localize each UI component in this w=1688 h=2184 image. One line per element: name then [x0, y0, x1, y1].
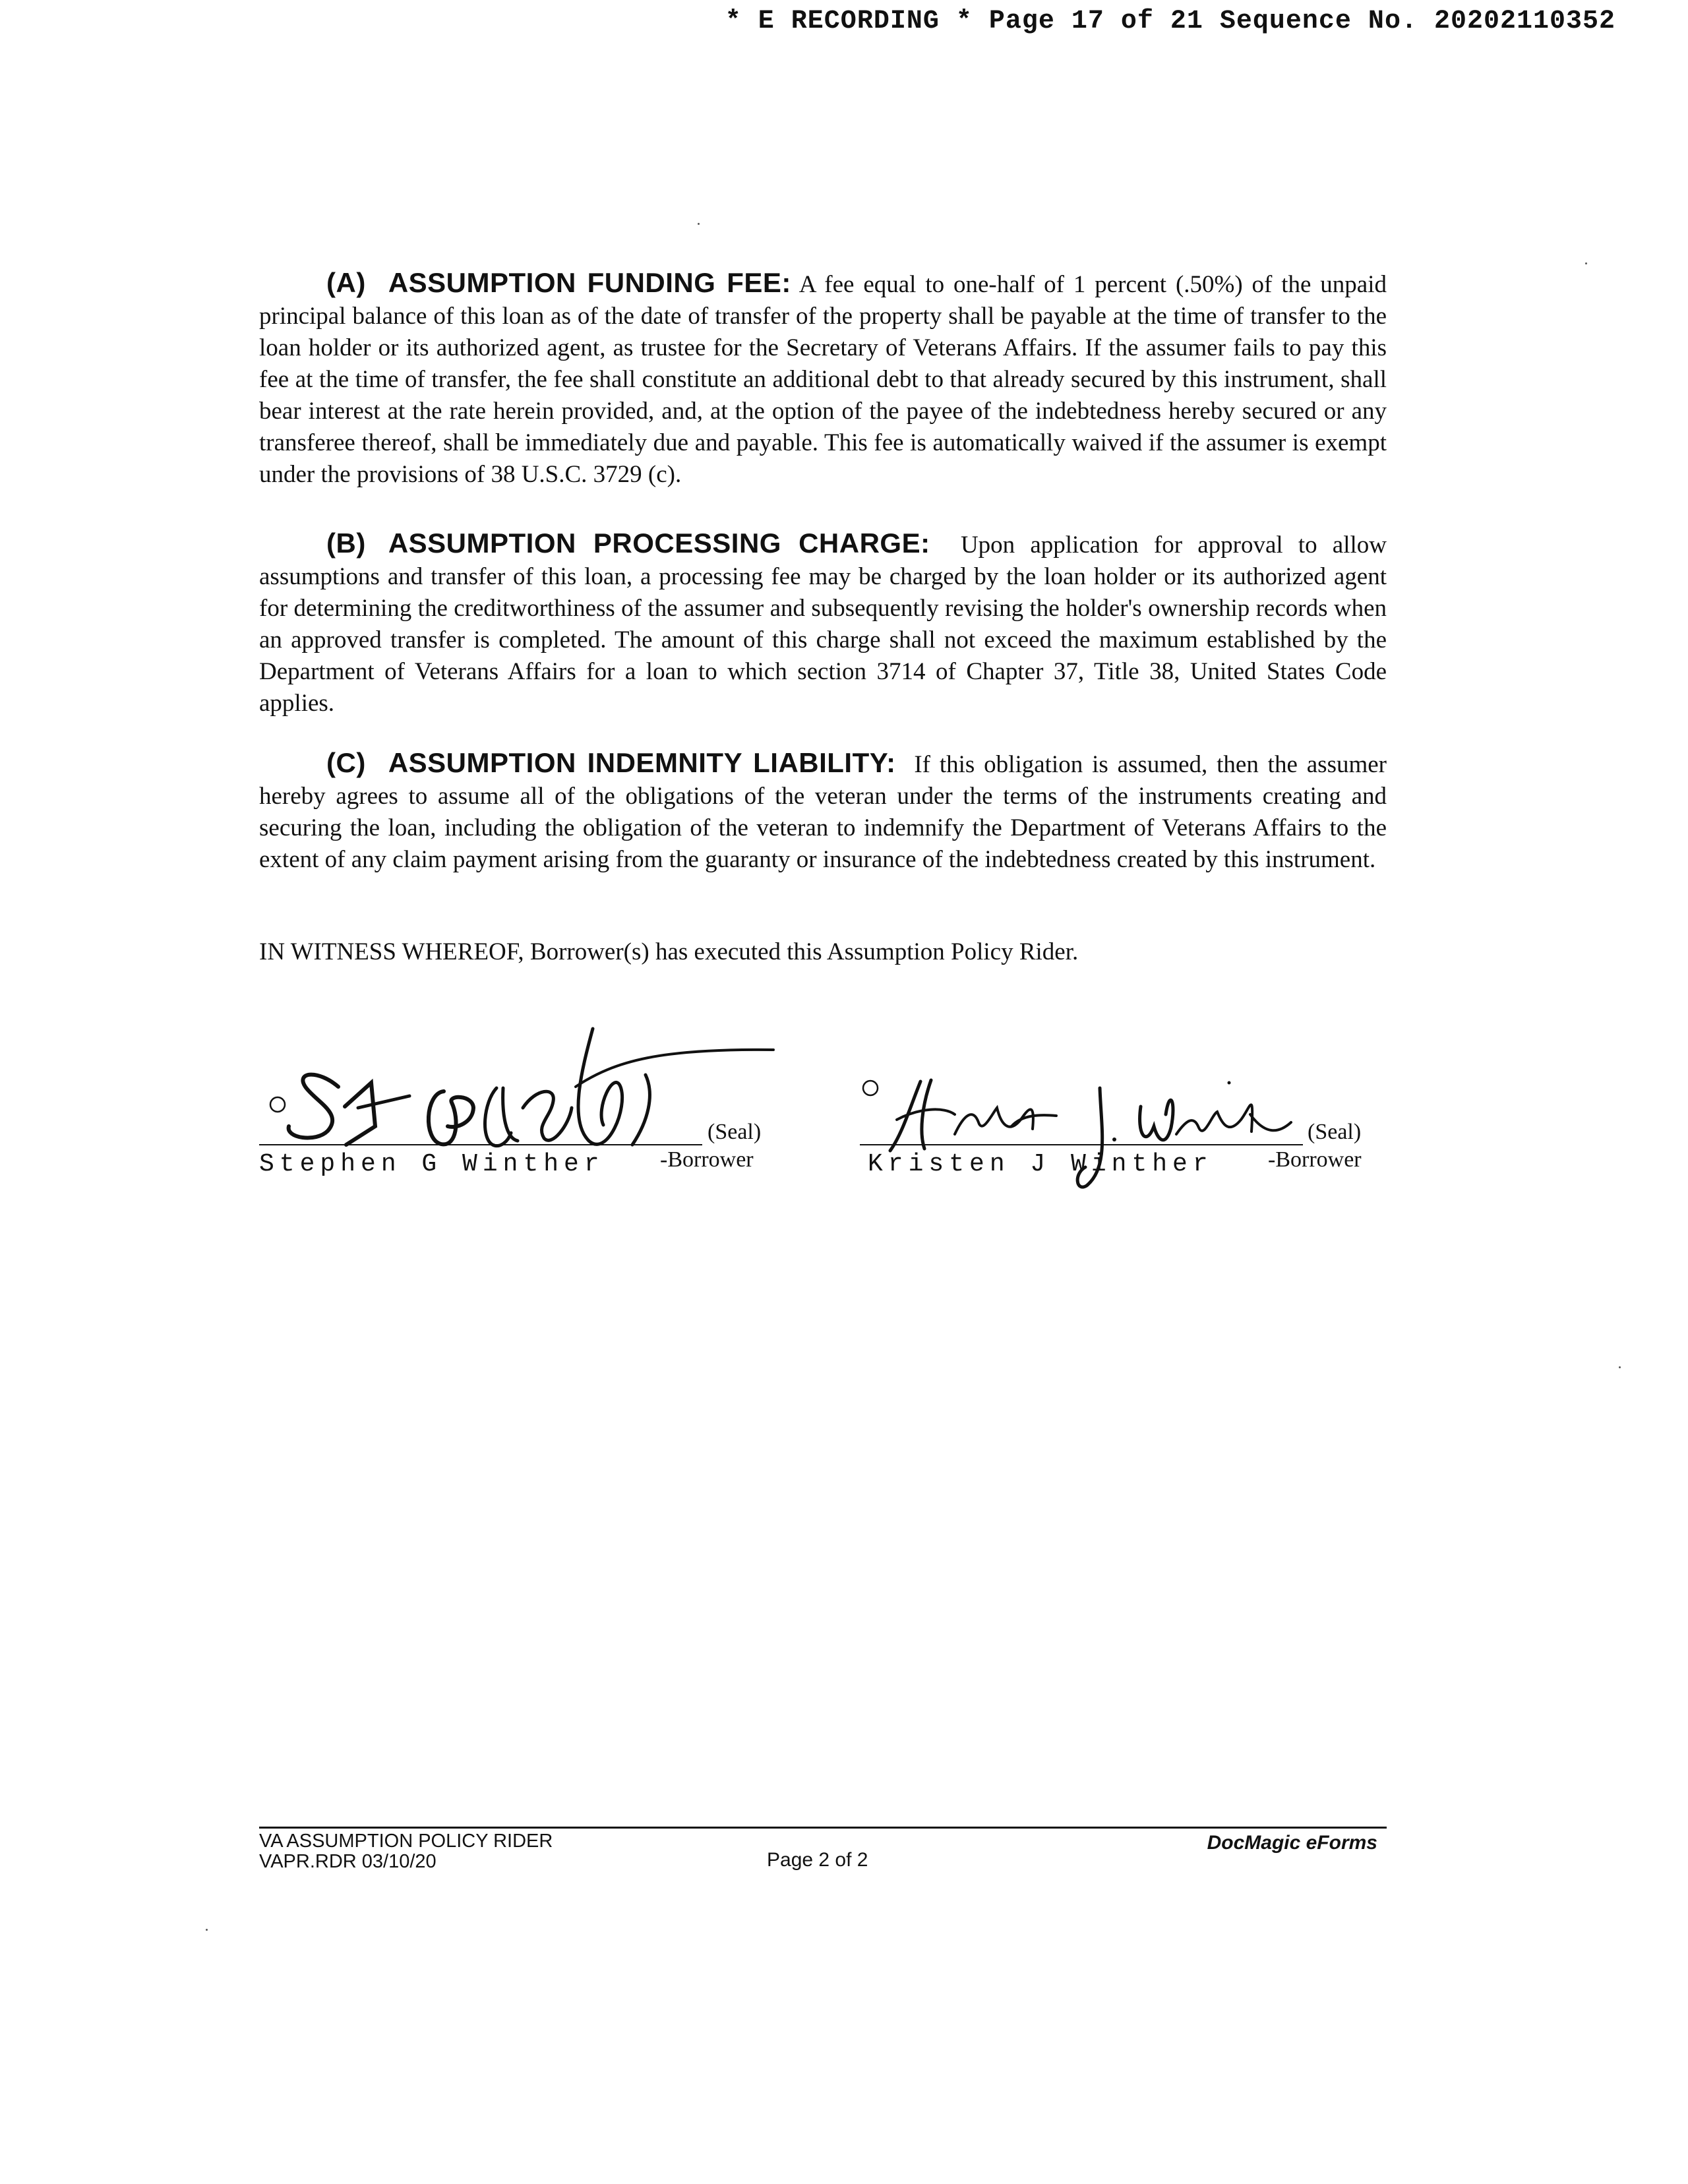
signature-block-borrower-2 [856, 1009, 1383, 1187]
signer-role-2: -Borrower [1268, 1147, 1362, 1172]
section-text-a: A fee equal to one-half of 1 percent (.50%) of the unpaid principal balance of this loan as of the date of transfer of the property shall be payable at the time of transfer to the loan holder or its authorized agent, as trustee for the Secretary of Veterans Affairs. If the assumer fails to pay this fee at the time of transfer, the fee shall constitute an additional debt to that already secured by this instrument, shall bear interest at the rate herein provided, and, at the option of the payee of the indebtedness hereby secured or any transferee thereof, shall be immediately due and payable. This fee is automatically waived if the assumer is exempt under the provisions of 38 U.S.C. 3729 (c). [259, 271, 1387, 488]
page-footer [259, 1827, 1387, 1886]
section-text-c: If this obligation is assumed, then the assumer hereby agrees to assume all of the obligations of the veteran under the terms of the instruments creating and securing the loan, including the obligation of the veteran to indemnify the Department of Veterans Affairs to the extent of any claim payment arising from the guaranty or insurance of the indebtedness created by this instrument. [259, 751, 1387, 873]
signature-line-1 [259, 1144, 702, 1145]
signer-name-1: Stephen G Winther [259, 1150, 605, 1178]
footer-form-name: VA ASSUMPTION POLICY RIDER [259, 1831, 553, 1852]
signature-block-borrower-1 [259, 1009, 787, 1187]
signer-name-2: Kristen J Winther [868, 1150, 1213, 1178]
footer-rule [259, 1827, 1387, 1829]
section-text-b: Upon application for approval to allow assumptions and transfer of this loan, a processing fee may be charged by the loan holder or its authorized agent for determining the creditworthiness of the assumer and subsequently revising the holder's ownership records when an approved transfer is completed. The amount of this charge shall not exceed the maximum established by the Department of Veterans Affairs for a loan to which section 3714 of Chapter 37, Title 38, United States Code applies. [259, 531, 1387, 717]
paragraph-assumption-funding-fee [259, 267, 1387, 491]
witness-statement: IN WITNESS WHEREOF, Borrower(s) has executed this Assumption Policy Rider. [259, 938, 1079, 965]
recording-header: * E RECORDING * Page 17 of 21 Sequence No. 20202110352 [725, 7, 1615, 36]
signature-line-2 [860, 1144, 1303, 1145]
section-label-b: (B) [326, 528, 366, 559]
seal-label-2: (Seal) [1308, 1120, 1362, 1144]
paragraph-assumption-indemnity-liability [259, 747, 1387, 876]
section-label-a: (A) [326, 267, 366, 298]
footer-page-number: Page 2 of 2 [767, 1849, 868, 1871]
footer-form-code: VAPR.RDR 03/10/20 [259, 1851, 437, 1872]
paragraph-assumption-processing-charge [259, 528, 1387, 719]
footer-brand-logo: DocMagic eForms [1207, 1832, 1377, 1854]
section-title-b: ASSUMPTION PROCESSING CHARGE: [388, 528, 930, 559]
section-title-a: ASSUMPTION FUNDING FEE: [388, 267, 791, 298]
seal-label-1: (Seal) [708, 1120, 762, 1144]
section-label-c: (C) [326, 747, 366, 778]
section-title-c: ASSUMPTION INDEMNITY LIABILITY: [388, 747, 896, 778]
signer-role-1: -Borrower [660, 1147, 754, 1172]
